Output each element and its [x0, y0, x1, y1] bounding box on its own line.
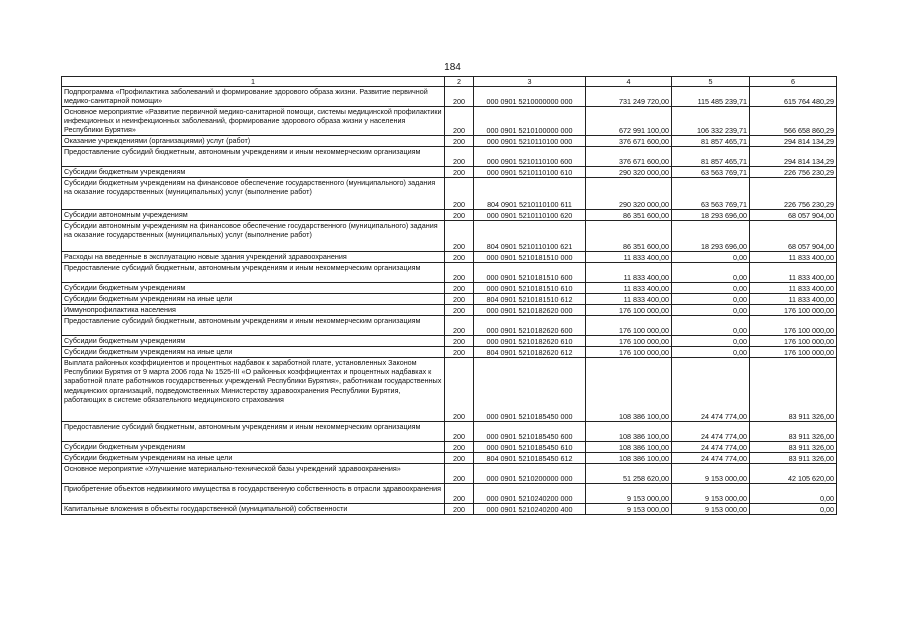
table-row [62, 442, 837, 453]
row-remaining-amount: 83 911 326,00 [750, 422, 837, 442]
table-row [62, 136, 837, 147]
row-approved-amount: 108 386 100,00 [586, 358, 672, 422]
table-row [62, 453, 837, 464]
page-number: 184 [444, 62, 461, 73]
row-remaining-amount: 294 814 134,29 [750, 136, 837, 147]
row-ved-code: 200 [445, 252, 474, 263]
row-remaining-amount: 68 057 904,00 [750, 210, 837, 221]
row-remaining-amount: 11 833 400,00 [750, 283, 837, 294]
row-approved-amount: 672 991 100,00 [586, 107, 672, 136]
row-remaining-amount: 11 833 400,00 [750, 294, 837, 305]
row-executed-amount: 63 563 769,71 [672, 178, 750, 210]
row-ved-code: 200 [445, 283, 474, 294]
table-row [62, 210, 837, 221]
table-row [62, 252, 837, 263]
row-classification-code: 804 0901 5210185450 612 [474, 453, 586, 464]
table-row [62, 107, 837, 136]
row-executed-amount: 18 293 696,00 [672, 221, 750, 252]
table-row [62, 305, 837, 316]
row-remaining-amount: 615 764 480,29 [750, 87, 837, 107]
table-row [62, 484, 837, 504]
row-ved-code: 200 [445, 453, 474, 464]
row-executed-amount: 0,00 [672, 294, 750, 305]
row-approved-amount: 290 320 000,00 [586, 167, 672, 178]
table-row [62, 263, 837, 283]
row-ved-code: 200 [445, 358, 474, 422]
row-ved-code: 200 [445, 504, 474, 515]
row-ved-code: 200 [445, 178, 474, 210]
row-remaining-amount: 83 911 326,00 [750, 442, 837, 453]
row-classification-code: 000 0901 5210185450 610 [474, 442, 586, 453]
row-remaining-amount: 176 100 000,00 [750, 347, 837, 358]
row-approved-amount: 11 833 400,00 [586, 283, 672, 294]
row-executed-amount: 24 474 774,00 [672, 358, 750, 422]
row-remaining-amount: 294 814 134,29 [750, 147, 837, 167]
row-executed-amount: 24 474 774,00 [672, 422, 750, 442]
row-name: Основное мероприятие «Развитие первичной медико-санитарной помощи, системы медицинской профилактики инфекционных и неинфекционных заболеваний, формирование здорового образа жизни у населения Республики Бурятия» [62, 107, 445, 136]
row-classification-code: 000 0901 5210110100 000 [474, 136, 586, 147]
row-classification-code: 000 0901 5210110100 610 [474, 167, 586, 178]
row-name: Расходы на введенные в эксплуатацию новые здания учреждений здравоохранения [62, 252, 445, 263]
row-name: Предоставление субсидий бюджетным, автономным учреждениям и иным некоммерческим организациям [62, 147, 445, 167]
row-name: Предоставление субсидий бюджетным, автономным учреждениям и иным некоммерческим организациям [62, 263, 445, 283]
row-approved-amount: 108 386 100,00 [586, 422, 672, 442]
row-remaining-amount: 176 100 000,00 [750, 305, 837, 316]
row-executed-amount: 18 293 696,00 [672, 210, 750, 221]
table-row [62, 147, 837, 167]
row-classification-code: 000 0901 5210200000 000 [474, 464, 586, 484]
column-header: 4 [586, 77, 672, 87]
row-name: Субсидии бюджетным учреждениям на финансовое обеспечение государственного (муниципального) задания на оказание государственных (муниципальных) услуг (выполнение работ) [62, 178, 445, 210]
table-body [62, 87, 837, 515]
row-ved-code: 200 [445, 422, 474, 442]
row-remaining-amount: 11 833 400,00 [750, 263, 837, 283]
row-executed-amount: 0,00 [672, 316, 750, 336]
row-approved-amount: 108 386 100,00 [586, 453, 672, 464]
row-classification-code: 000 0901 5210110100 600 [474, 147, 586, 167]
row-classification-code: 000 0901 5210182620 600 [474, 316, 586, 336]
row-remaining-amount: 42 105 620,00 [750, 464, 837, 484]
row-name: Субсидии бюджетным учреждениям на иные цели [62, 294, 445, 305]
row-ved-code: 200 [445, 316, 474, 336]
table-header-row [62, 77, 837, 87]
row-executed-amount: 24 474 774,00 [672, 442, 750, 453]
row-ved-code: 200 [445, 167, 474, 178]
row-approved-amount: 176 100 000,00 [586, 347, 672, 358]
row-ved-code: 200 [445, 294, 474, 305]
row-classification-code: 804 0901 5210110100 621 [474, 221, 586, 252]
row-approved-amount: 86 351 600,00 [586, 221, 672, 252]
row-remaining-amount: 176 100 000,00 [750, 316, 837, 336]
row-ved-code: 200 [445, 87, 474, 107]
row-classification-code: 000 0901 5210100000 000 [474, 107, 586, 136]
budget-table [61, 76, 837, 515]
table-row [62, 294, 837, 305]
row-executed-amount: 0,00 [672, 283, 750, 294]
row-ved-code: 200 [445, 210, 474, 221]
row-executed-amount: 9 153 000,00 [672, 484, 750, 504]
row-remaining-amount: 0,00 [750, 484, 837, 504]
row-remaining-amount: 176 100 000,00 [750, 336, 837, 347]
row-approved-amount: 376 671 600,00 [586, 136, 672, 147]
row-approved-amount: 11 833 400,00 [586, 294, 672, 305]
row-executed-amount: 81 857 465,71 [672, 136, 750, 147]
row-classification-code: 000 0901 5210000000 000 [474, 87, 586, 107]
row-ved-code: 200 [445, 442, 474, 453]
table-row [62, 347, 837, 358]
table-row [62, 316, 837, 336]
row-ved-code: 200 [445, 464, 474, 484]
row-classification-code: 804 0901 5210182620 612 [474, 347, 586, 358]
row-name: Субсидии бюджетным учреждениям на иные цели [62, 347, 445, 358]
table-row [62, 422, 837, 442]
row-name: Субсидии бюджетным учреждениям [62, 336, 445, 347]
row-executed-amount: 63 563 769,71 [672, 167, 750, 178]
row-executed-amount: 81 857 465,71 [672, 147, 750, 167]
row-approved-amount: 176 100 000,00 [586, 336, 672, 347]
column-header: 6 [750, 77, 837, 87]
row-executed-amount: 115 485 239,71 [672, 87, 750, 107]
row-executed-amount: 0,00 [672, 347, 750, 358]
row-name: Субсидии бюджетным учреждениям [62, 167, 445, 178]
table-row [62, 336, 837, 347]
row-remaining-amount: 83 911 326,00 [750, 453, 837, 464]
row-remaining-amount: 68 057 904,00 [750, 221, 837, 252]
row-classification-code: 000 0901 5210182620 610 [474, 336, 586, 347]
row-remaining-amount: 11 833 400,00 [750, 252, 837, 263]
column-header: 2 [445, 77, 474, 87]
row-name: Основное мероприятие «Улучшение материально-технической базы учреждений здравоохранения» [62, 464, 445, 484]
row-name: Приобретение объектов недвижимого имущества в государственную собственность в отрасли здравоохранения [62, 484, 445, 504]
row-name: Субсидии бюджетным учреждениям на иные цели [62, 453, 445, 464]
row-name: Капитальные вложения в объекты государственной (муниципальной) собственности [62, 504, 445, 515]
row-classification-code: 000 0901 5210185450 000 [474, 358, 586, 422]
row-approved-amount: 51 258 620,00 [586, 464, 672, 484]
row-classification-code: 000 0901 5210181510 600 [474, 263, 586, 283]
row-classification-code: 000 0901 5210110100 620 [474, 210, 586, 221]
row-name: Подпрограмма «Профилактика заболеваний и формирование здорового образа жизни. Развитие первичной медико-санитарной помощи» [62, 87, 445, 107]
row-name: Иммунопрофилактика населения [62, 305, 445, 316]
row-remaining-amount: 226 756 230,29 [750, 167, 837, 178]
table-row [62, 178, 837, 210]
row-ved-code: 200 [445, 136, 474, 147]
row-approved-amount: 11 833 400,00 [586, 252, 672, 263]
row-classification-code: 000 0901 5210181510 000 [474, 252, 586, 263]
table-row [62, 167, 837, 178]
row-ved-code: 200 [445, 336, 474, 347]
row-classification-code: 000 0901 5210240200 000 [474, 484, 586, 504]
row-ved-code: 200 [445, 147, 474, 167]
row-approved-amount: 11 833 400,00 [586, 263, 672, 283]
row-approved-amount: 176 100 000,00 [586, 305, 672, 316]
row-classification-code: 000 0901 5210182620 000 [474, 305, 586, 316]
row-approved-amount: 376 671 600,00 [586, 147, 672, 167]
row-executed-amount: 0,00 [672, 252, 750, 263]
row-name: Предоставление субсидий бюджетным, автономным учреждениям и иным некоммерческим организациям [62, 422, 445, 442]
row-remaining-amount: 226 756 230,29 [750, 178, 837, 210]
row-remaining-amount: 83 911 326,00 [750, 358, 837, 422]
row-name: Субсидии бюджетным учреждениям [62, 283, 445, 294]
row-remaining-amount: 566 658 860,29 [750, 107, 837, 136]
row-name: Выплата районных коэффициентов и процентных надбавок к заработной плате, установленных Законом Республики Бурятия от 9 марта 2006 года № 1525-III «О районных коэффициентах и процентных надбавках к заработной плате работников государственных учреждений Республики Бурятия», работникам государственных медицинских организаций, подведомственных Министерству здравоохранения Республики Бурятия, работающих в системе обязательного медицинского страхования [62, 358, 445, 422]
row-ved-code: 200 [445, 221, 474, 252]
row-classification-code: 804 0901 5210110100 611 [474, 178, 586, 210]
row-executed-amount: 106 332 239,71 [672, 107, 750, 136]
row-name: Субсидии бюджетным учреждениям [62, 442, 445, 453]
row-approved-amount: 9 153 000,00 [586, 484, 672, 504]
row-ved-code: 200 [445, 484, 474, 504]
row-name: Субсидии автономным учреждениям [62, 210, 445, 221]
row-ved-code: 200 [445, 263, 474, 283]
row-ved-code: 200 [445, 107, 474, 136]
column-header: 1 [62, 77, 445, 87]
row-executed-amount: 9 153 000,00 [672, 464, 750, 484]
row-approved-amount: 86 351 600,00 [586, 210, 672, 221]
row-approved-amount: 290 320 000,00 [586, 178, 672, 210]
row-executed-amount: 0,00 [672, 263, 750, 283]
row-classification-code: 000 0901 5210240200 400 [474, 504, 586, 515]
row-remaining-amount: 0,00 [750, 504, 837, 515]
row-approved-amount: 731 249 720,00 [586, 87, 672, 107]
row-approved-amount: 108 386 100,00 [586, 442, 672, 453]
table-row [62, 464, 837, 484]
table-row [62, 504, 837, 515]
row-ved-code: 200 [445, 347, 474, 358]
row-executed-amount: 0,00 [672, 305, 750, 316]
row-executed-amount: 24 474 774,00 [672, 453, 750, 464]
row-ved-code: 200 [445, 305, 474, 316]
row-classification-code: 804 0901 5210181510 612 [474, 294, 586, 305]
row-classification-code: 000 0901 5210181510 610 [474, 283, 586, 294]
row-classification-code: 000 0901 5210185450 600 [474, 422, 586, 442]
column-header: 5 [672, 77, 750, 87]
table-row [62, 358, 837, 422]
table-row [62, 283, 837, 294]
row-name: Оказание учреждениями (организациями) услуг (работ) [62, 136, 445, 147]
row-executed-amount: 0,00 [672, 336, 750, 347]
row-approved-amount: 9 153 000,00 [586, 504, 672, 515]
column-header: 3 [474, 77, 586, 87]
row-name: Субсидии автономным учреждениям на финансовое обеспечение государственного (муниципального) задания на оказание государственных (муниципальных) услуг (выполнение работ) [62, 221, 445, 252]
table-row [62, 87, 837, 107]
row-name: Предоставление субсидий бюджетным, автономным учреждениям и иным некоммерческим организациям [62, 316, 445, 336]
row-approved-amount: 176 100 000,00 [586, 316, 672, 336]
row-executed-amount: 9 153 000,00 [672, 504, 750, 515]
table-row [62, 221, 837, 252]
